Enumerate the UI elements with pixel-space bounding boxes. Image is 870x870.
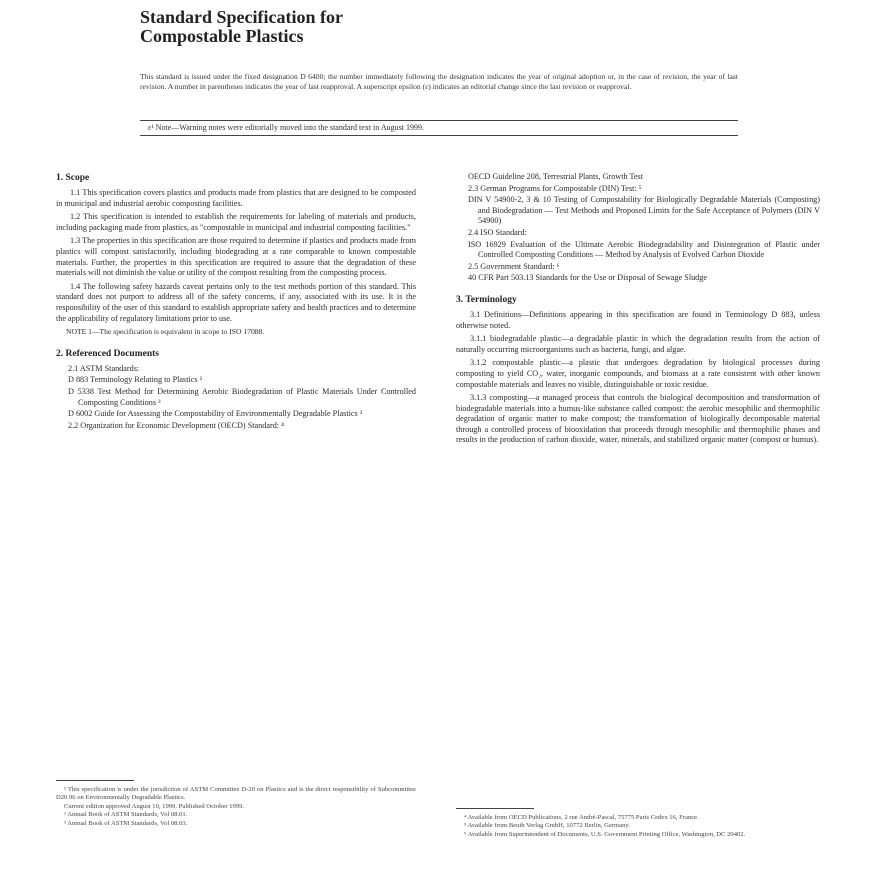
reference-item: 40 CFR Part 503.13 Standards for the Use or Disposal of Sewage Sludge [468, 273, 708, 283]
terminology-paragraph-4: 3.1.3 composting—a managed process that controls the biological decomposition and transformation of biodegradable materials into a humus-like substance called compost: the aerobic mesophilic and thermophilic degradation of organic matter to make compost; the transformation of biologically decomposable material through a controlled process of biooxidation that proceeds through mesophilic and thermophilic phases and results in the production of carbon dioxide, water, minerals, and stabilized organic matter (compost or humus). [456, 393, 820, 445]
section-terminology [456, 294, 820, 446]
reference-item: 2.1 ASTM Standards: [68, 363, 140, 373]
title-line-1: Standard Specification for [140, 7, 344, 27]
designation-paragraph: This standard is issued under the fixed designation D 6400; the number immediately following the designation indicates the year of original adoption or, in the case of revision, the year of last revision. A number in parentheses indicates the year of last reapproval. A superscript epsilon (ε) indicates an editorial change since the last revision or reapproval. [140, 72, 738, 91]
footnote-rule-left [56, 780, 134, 781]
editorial-note-text: ε¹ Note—Warning notes were editorially moved into the standard text in August 1999. [148, 123, 424, 132]
reference-item: 2.4 ISO Standard: [468, 227, 527, 237]
terminology-paragraph-1: 3.1 Definitions—Definitions appearing in this specification are found in Terminology D 883, unless otherwise noted. [456, 309, 820, 330]
document-title [140, 8, 343, 46]
scope-paragraph-4: 1.4 The following safety hazards caveat pertains only to the test methods portion of this standard. This standard does not purport to address all of the safety concerns, if any, associated with its use. It is the responsibility of the user of this standard to establish appropriate safety and health practices and to determine the applicability of regulatory limitations prior to use. [56, 281, 416, 323]
reference-item: 2.3 German Programs for Compostable (DIN) Test: ⁵ [468, 183, 642, 193]
footnote: ² Annual Book of ASTM Standards, Vol 08.01. [64, 811, 188, 819]
footnote: Current edition approved August 10, 1999. Published October 1999. [64, 802, 245, 810]
footnote: ¹ This specification is under the jurisdiction of ASTM Committee D-20 on Plastics and is the direct responsibility of Subcommittee D20.96 on Environmentally Degradable Plastics. [56, 786, 416, 802]
scope-paragraph-3: 1.3 The properties in this specification are those required to determine if plastics and products made from plastics will compost satisfactorily, including biodegrading at a rate comparable to known compostable materials. Further, the properties in this specification are required to assure that the degradation of these materials will not diminish the value or utility of the compost resulting from the composting process. [56, 236, 416, 278]
scope-paragraph-2: 1.2 This specification is intended to establish the requirements for labeling of materials and products, including packaging made from plastics, as "compostable in municipal and industrial composting facilities." [56, 212, 416, 232]
reference-item: DIN V 54900-2, 3 & 10 Testing of Compostability for Biologically Degradable Materials (Composting) and Biodegradation — Test Methods and Proposed Limits for the Safe Acceptance of Polymers (DIN V 54900) [468, 195, 820, 226]
referenced-documents-continued [456, 172, 820, 284]
right-column [456, 172, 820, 456]
reference-item: OECD Guideline 208, Terrestrial Plants, Growth Test [468, 172, 644, 181]
section-heading-terminology: 3. Terminology [456, 294, 517, 305]
reference-item: ISO 16929 Evaluation of the Ultimate Aerobic Biodegradability and Disintegration of Plastic under Controlled Composting Conditions — Method by Analysis of Evolved Carbon Dioxide [468, 239, 820, 260]
footnote: ⁶ Available from Superintendent of Documents, U.S. Government Printing Office, Washington, DC 20402. [464, 830, 746, 838]
section-heading-scope: 1. Scope [56, 173, 90, 183]
reference-item: D 883 Terminology Relating to Plastics ² [68, 375, 203, 385]
terminology-paragraph-2: 3.1.1 biodegradable plastic—a degradable plastic in which the degradation results from the action of naturally occurring microorganisms such as bacteria, fungi, and algae. [456, 334, 820, 354]
scope-note: NOTE 1—The specification is equivalent in scope to ISO 17088. [66, 327, 265, 337]
section-referenced-documents [56, 348, 416, 432]
footnotes-right [456, 814, 820, 839]
editorial-note-bar [140, 120, 738, 136]
left-column [56, 172, 416, 441]
section-heading-referenced-documents: 2. Referenced Documents [56, 348, 159, 359]
reference-item: 2.2 Organization for Economic Development (OECD) Standard: ⁴ [68, 420, 284, 430]
title-line-2: Compostable Plastics [140, 26, 304, 46]
footnote: ⁴ Available from OECD Publications, 2 rue André-Pascal, 75775 Paris Cedex 16, France. [464, 814, 699, 821]
footnote: ⁵ Available from Beuth Verlag GmbH, 10772 Berlin, Germany. [464, 822, 630, 830]
footnote-rule-right [456, 808, 534, 809]
reference-item: D 5338 Test Method for Determining Aerobic Biodegradation of Plastic Materials Under Controlled Composting Conditions ³ [68, 386, 416, 407]
section-scope [56, 172, 416, 338]
footnote: ³ Annual Book of ASTM Standards, Vol 08.03. [64, 819, 188, 827]
footnotes-left [56, 786, 416, 828]
terminology-paragraph-3: 3.1.2 compostable plastic—a plastic that undergoes degradation by biological processes during composting to yield CO₂, water, inorganic compounds, and biomass at a rate consistent with other known compostable materials and leaves no visible, distinguishable or toxic residue. [456, 358, 820, 389]
scope-paragraph-1: 1.1 This specification covers plastics and products made from plastics that are designed to be composted in municipal and industrial aerobic composting facilities. [56, 188, 416, 208]
reference-item: D 6002 Guide for Assessing the Compostability of Environmentally Degradable Plastics ³ [68, 409, 363, 419]
reference-item: 2.5 Government Standard: ⁶ [468, 261, 560, 271]
